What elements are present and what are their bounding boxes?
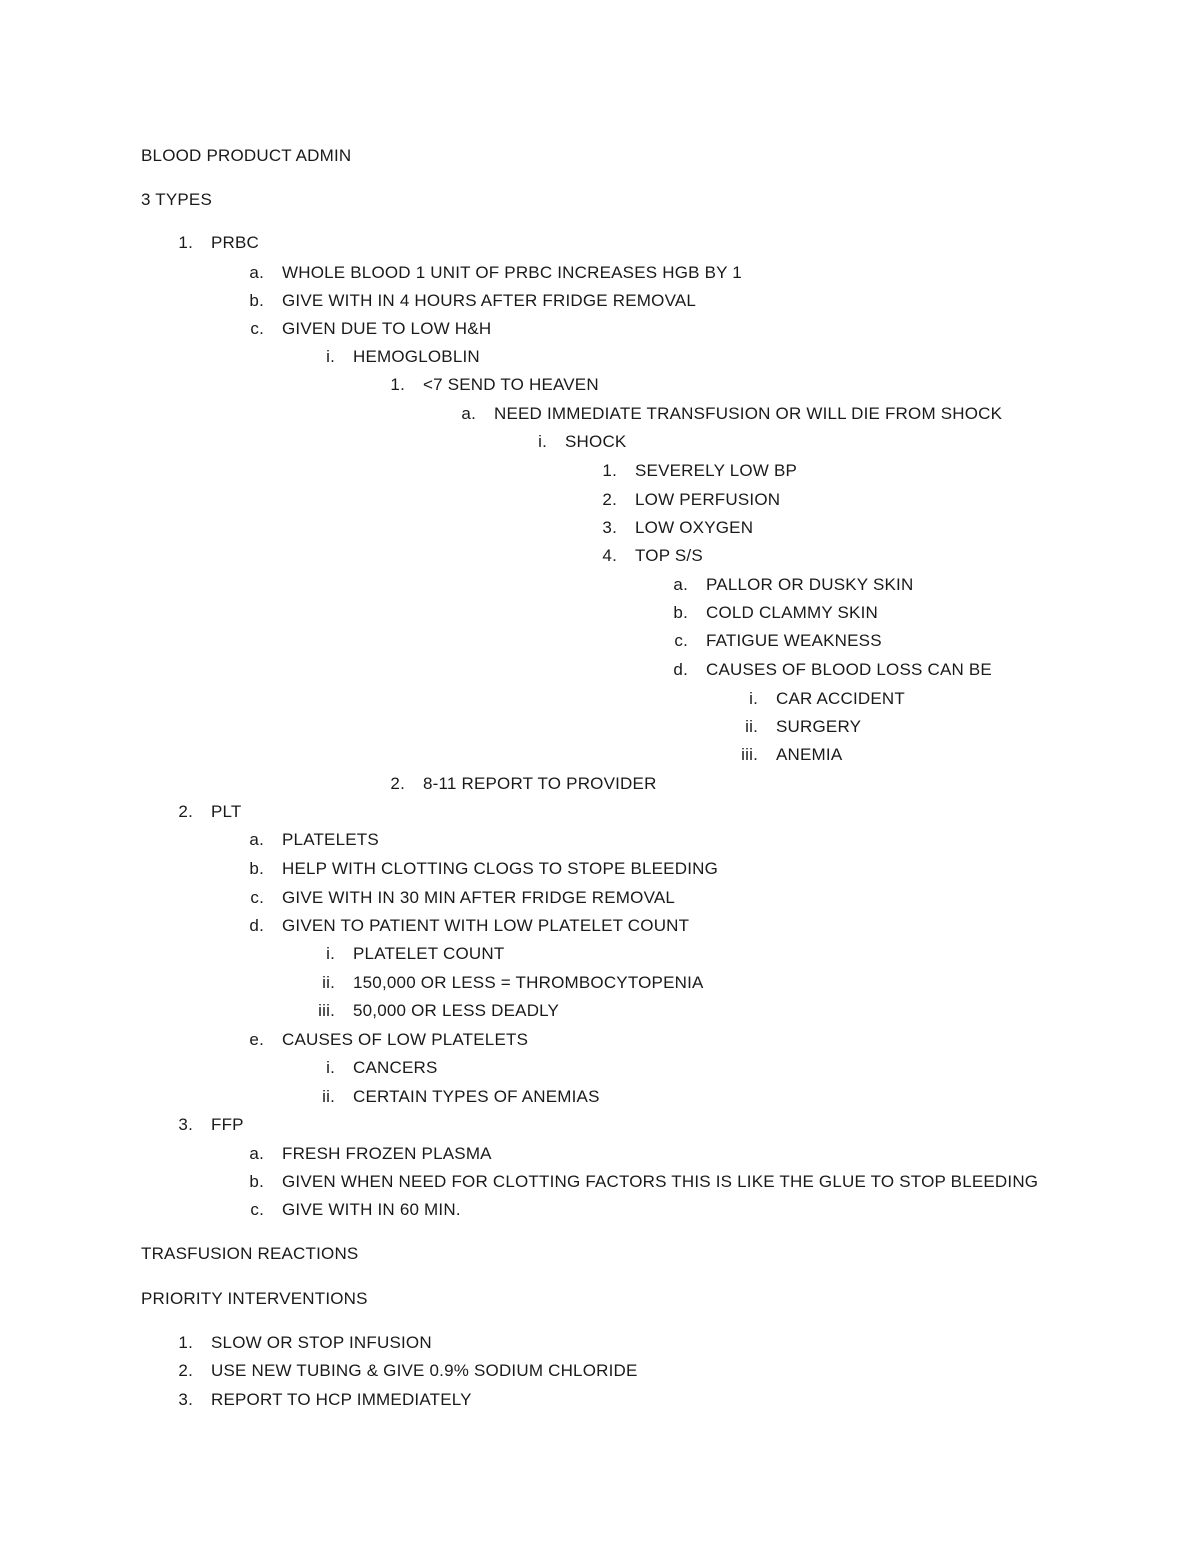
list-marker: a. [249,1144,264,1163]
list-item-text: 50,000 OR LESS DEADLY [353,1001,560,1020]
list-item-text: LOW OXYGEN [635,518,754,537]
list-item-text: PLATELETS [282,830,379,849]
list-item-text: TOP S/S [635,546,703,565]
list-marker: ii. [322,1087,335,1106]
list-marker: 1. [390,375,405,394]
list-marker: a. [461,404,476,423]
list-item-text: CERTAIN TYPES OF ANEMIAS [353,1087,600,1106]
list-marker: 2. [390,774,405,793]
list-marker: iii. [741,745,758,764]
list-marker: i. [326,944,335,963]
list-marker: 4. [602,546,617,565]
document-title: BLOOD PRODUCT ADMIN [141,146,352,165]
list-marker: 2. [178,802,193,821]
list-item-text: REPORT TO HCP IMMEDIATELY [211,1390,472,1409]
list-item-text: PRBC [211,233,260,252]
list-marker: c. [250,319,264,338]
list-marker: c. [250,888,264,907]
list-marker: c. [250,1200,264,1219]
list-marker: b. [249,291,264,310]
list-item-text: SURGERY [776,717,862,736]
list-item-text: USE NEW TUBING & GIVE 0.9% SODIUM CHLORIDE [211,1361,638,1380]
list-item-text: COLD CLAMMY SKIN [706,603,878,622]
list-marker: b. [673,603,688,622]
list-item-text: HEMOGLOBLIN [353,347,480,366]
list-item-text: 8-11 REPORT TO PROVIDER [423,774,657,793]
reactions-heading: TRASFUSION REACTIONS [141,1244,359,1263]
list-item-text: GIVEN TO PATIENT WITH LOW PLATELET COUNT [282,916,690,935]
list-item-text: SHOCK [565,432,627,451]
list-item-text: NEED IMMEDIATE TRANSFUSION OR WILL DIE FROM SHOCK [494,404,1003,423]
list-item-text: FFP [211,1115,244,1134]
list-item-text: CAR ACCIDENT [776,689,905,708]
list-marker: i. [326,347,335,366]
list-item-text: CAUSES OF BLOOD LOSS CAN BE [706,660,992,679]
list-item-text: GIVEN DUE TO LOW H&H [282,319,492,338]
list-item-text: PALLOR OR DUSKY SKIN [706,575,914,594]
priority-heading: PRIORITY INTERVENTIONS [141,1289,368,1308]
list-marker: a. [249,263,264,282]
list-marker: ii. [322,973,335,992]
list-marker: a. [249,830,264,849]
list-item-text: 150,000 OR LESS = THROMBOCYTOPENIA [353,973,704,992]
list-marker: 3. [178,1390,193,1409]
list-item-text: HELP WITH CLOTTING CLOGS TO STOPE BLEEDING [282,859,719,878]
list-item-text: WHOLE BLOOD 1 UNIT OF PRBC INCREASES HGB BY 1 [282,263,742,282]
list-marker: 3. [178,1115,193,1134]
list-item-text: FATIGUE WEAKNESS [706,631,882,650]
list-marker: ii. [745,717,758,736]
list-item-text: LOW PERFUSION [635,490,781,509]
list-marker: 1. [178,233,193,252]
list-item-text: GIVEN WHEN NEED FOR CLOTTING FACTORS THIS IS LIKE THE GLUE TO STOP BLEEDING [282,1172,1039,1191]
list-item-text: GIVE WITH IN 60 MIN. [282,1200,461,1219]
list-marker: 1. [178,1333,193,1352]
list-item-text: <7 SEND TO HEAVEN [423,375,599,394]
list-item-text: GIVE WITH IN 30 MIN AFTER FRIDGE REMOVAL [282,888,676,907]
list-item-text: CANCERS [353,1058,438,1077]
list-item-text: CAUSES OF LOW PLATELETS [282,1030,529,1049]
list-marker: d. [673,660,688,679]
list-marker: 3. [602,518,617,537]
list-marker: 1. [602,461,617,480]
list-item-text: ANEMIA [776,745,843,764]
list-marker: e. [249,1030,264,1049]
types-subtitle: 3 TYPES [141,190,213,209]
list-marker: d. [249,916,264,935]
list-item-text: PLT [211,802,242,821]
list-marker: iii. [318,1001,335,1020]
list-marker: i. [326,1058,335,1077]
list-item-text: SEVERELY LOW BP [635,461,798,480]
list-marker: i. [749,689,758,708]
list-item-text: PLATELET COUNT [353,944,505,963]
list-item-text: FRESH FROZEN PLASMA [282,1144,492,1163]
list-marker: b. [249,1172,264,1191]
list-marker: a. [673,575,688,594]
list-marker: 2. [602,490,617,509]
list-marker: c. [674,631,688,650]
list-item-text: GIVE WITH IN 4 HOURS AFTER FRIDGE REMOVAL [282,291,697,310]
list-marker: b. [249,859,264,878]
list-marker: 2. [178,1361,193,1380]
list-item-text: SLOW OR STOP INFUSION [211,1333,432,1352]
list-marker: i. [538,432,547,451]
